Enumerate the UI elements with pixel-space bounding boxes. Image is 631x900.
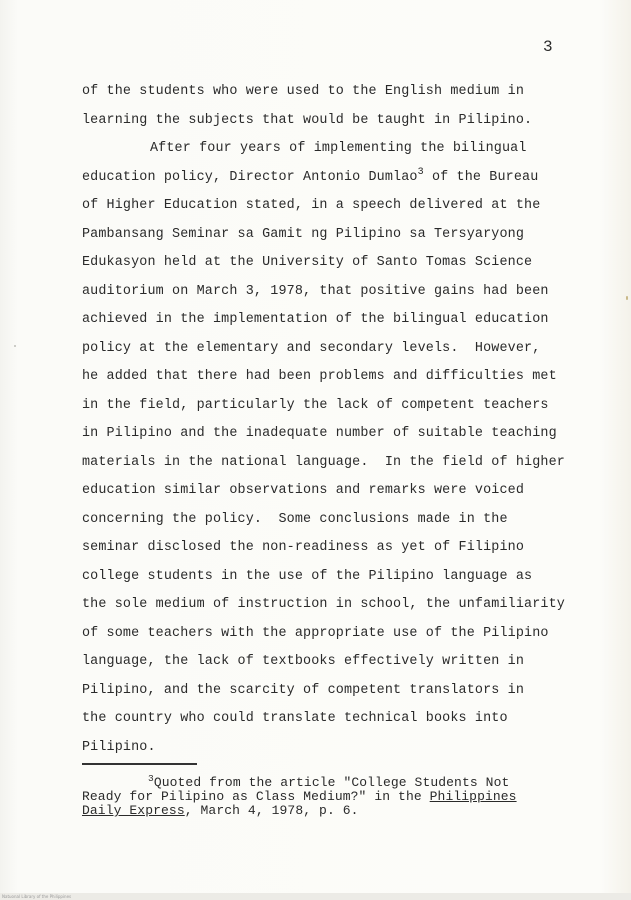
paper-mark xyxy=(626,296,628,300)
footnote-reference: 3 xyxy=(417,166,424,178)
text-line: the sole medium of instruction in school, the unfamiliarity xyxy=(82,597,565,612)
text-line: of Higher Education stated, in a speech delivered at the xyxy=(82,198,541,213)
archive-label: Natuonal Library of the Philippines xyxy=(2,894,72,899)
text-line: learning the subjects that would be taught in Pilipino. xyxy=(82,112,533,128)
footnote-line xyxy=(82,790,622,804)
publication-title: Philippines xyxy=(429,789,517,804)
text-line: achieved in the implementation of the bilingual education xyxy=(82,312,549,327)
text-line: Pilipino, and the scarcity of competent translators in xyxy=(82,682,525,698)
footnote-line xyxy=(82,773,622,790)
text-span: Quoted from the article "College Students Not xyxy=(153,775,510,790)
footnote-line xyxy=(82,804,622,818)
footnote-marker: 3 xyxy=(148,773,154,784)
text-line: of some teachers with the appropriate use of the Pilipino xyxy=(82,625,549,641)
text-line: Edukasyon held at the University of Santo Tomas Science xyxy=(82,255,533,270)
text-line: in the field, particularly the lack of competent teachers xyxy=(82,397,549,413)
text-span: Ready for Pilipino as Class Medium?" in the xyxy=(82,789,430,804)
text-line: auditorium on March 3, 1978, that positive gains had been xyxy=(82,283,549,299)
text-line: education similar observations and remarks were voiced xyxy=(82,483,525,498)
text-line: Pilipino. xyxy=(82,739,156,755)
text-line: Pambansang Seminar sa Gamit ng Pilipino sa Tersyaryong xyxy=(82,226,525,242)
text-span: education policy, Director Antonio Dumlao xyxy=(82,169,418,185)
page-number: 3 xyxy=(543,38,553,56)
text-span: , March 4, 1978, p. 6. xyxy=(184,803,359,818)
text-line: After four years of implementing the bilingual xyxy=(150,141,527,156)
text-line xyxy=(82,164,622,193)
text-line: materials in the national language. In the field of higher xyxy=(82,454,565,470)
paper-mark xyxy=(14,345,16,347)
text-line: college students in the use of the Pilipino language as xyxy=(82,568,533,584)
text-line: of the students who were used to the English medium in xyxy=(82,84,525,99)
text-line: policy at the elementary and secondary levels. However, xyxy=(82,340,541,356)
text-span: of the Bureau xyxy=(423,169,539,185)
body-text xyxy=(82,78,622,762)
publication-title: Daily Express xyxy=(82,803,185,818)
footnote-divider xyxy=(82,763,197,765)
archive-strip xyxy=(0,893,631,900)
text-line: the country who could translate technical books into xyxy=(82,711,508,726)
text-line: he added that there had been problems and difficulties met xyxy=(82,369,557,384)
footnote xyxy=(82,773,622,818)
text-line: in Pilipino and the inadequate number of suitable teaching xyxy=(82,426,557,441)
text-line: concerning the policy. Some conclusions made in the xyxy=(82,511,508,527)
text-line: seminar disclosed the non-readiness as yet of Filipino xyxy=(82,540,525,555)
text-line: language, the lack of textbooks effectively written in xyxy=(82,654,525,669)
